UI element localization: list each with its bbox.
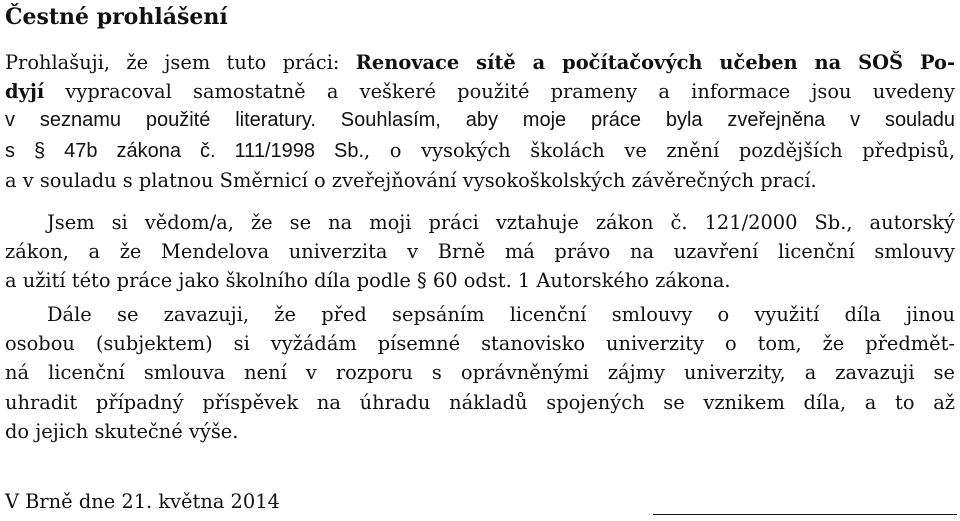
- text-line: a v souladu s platnou Směrnicí o zveřejňování vysokoškolských závěrečných prací.: [5, 168, 817, 192]
- text-line: v seznamu použité literatury. Souhlasím, aby moje práce byla zveřejněna v souladu: [5, 109, 955, 132]
- thesis-title: Renovace sítě a počítačových učeben na SOŠ Po-: [355, 51, 955, 74]
- text-line: Jsem si vědom/a, že se na moji práci vztahuje zákon č. 121/2000 Sb., autorský: [47, 211, 955, 234]
- text-segment: vypracoval samostatně a veškeré použité prameny a informace jsou uvedeny: [44, 80, 955, 104]
- text-line: osobou (subjektem) si vyžádám písemné stanovisko univerzity o tom, že předmět-: [5, 332, 955, 356]
- place-and-date: V Brně dne 21. května 2014: [5, 490, 280, 513]
- text-line: [5, 77, 955, 106]
- text-segment: Prohlašuji, že jsem tuto práci:: [5, 51, 356, 74]
- signature-line: [653, 514, 957, 515]
- paragraph-copyright: [5, 208, 955, 296]
- text-line: zákon, a že Mendelova univerzita v Brně má právo na uzavření licenční smlouvy: [5, 240, 955, 264]
- text-line: [5, 136, 955, 166]
- thesis-title-continued: dyjí: [5, 80, 45, 104]
- text-line: ná licenční smlouva není v rozporu s oprávněnými zájmy univerzity, a zavazuji se: [5, 361, 955, 385]
- text-line: Dále se zavazuji, že před sepsáním licenční smlouvy o využití díla jinou: [47, 303, 955, 326]
- text-line: [5, 48, 955, 77]
- paragraph-declaration: [5, 48, 955, 195]
- text-line: uhradit případný příspěvek na úhradu nákladů spojených se vznikem díla, a to až: [5, 390, 955, 414]
- text-line: a užití této práce jako školního díla podle § 60 odst. 1 Autorského zákona.: [5, 269, 731, 293]
- text-line: do jejich skutečné výše.: [5, 419, 239, 443]
- paragraph-obligation: [5, 300, 955, 446]
- law-reference: s § 47b zákona č. 111/1998 Sb.: [5, 139, 365, 162]
- page-title: Čestné prohlášení: [5, 4, 228, 30]
- text-segment: , o vysokých školách ve znění pozdějších předpisů,: [364, 138, 955, 162]
